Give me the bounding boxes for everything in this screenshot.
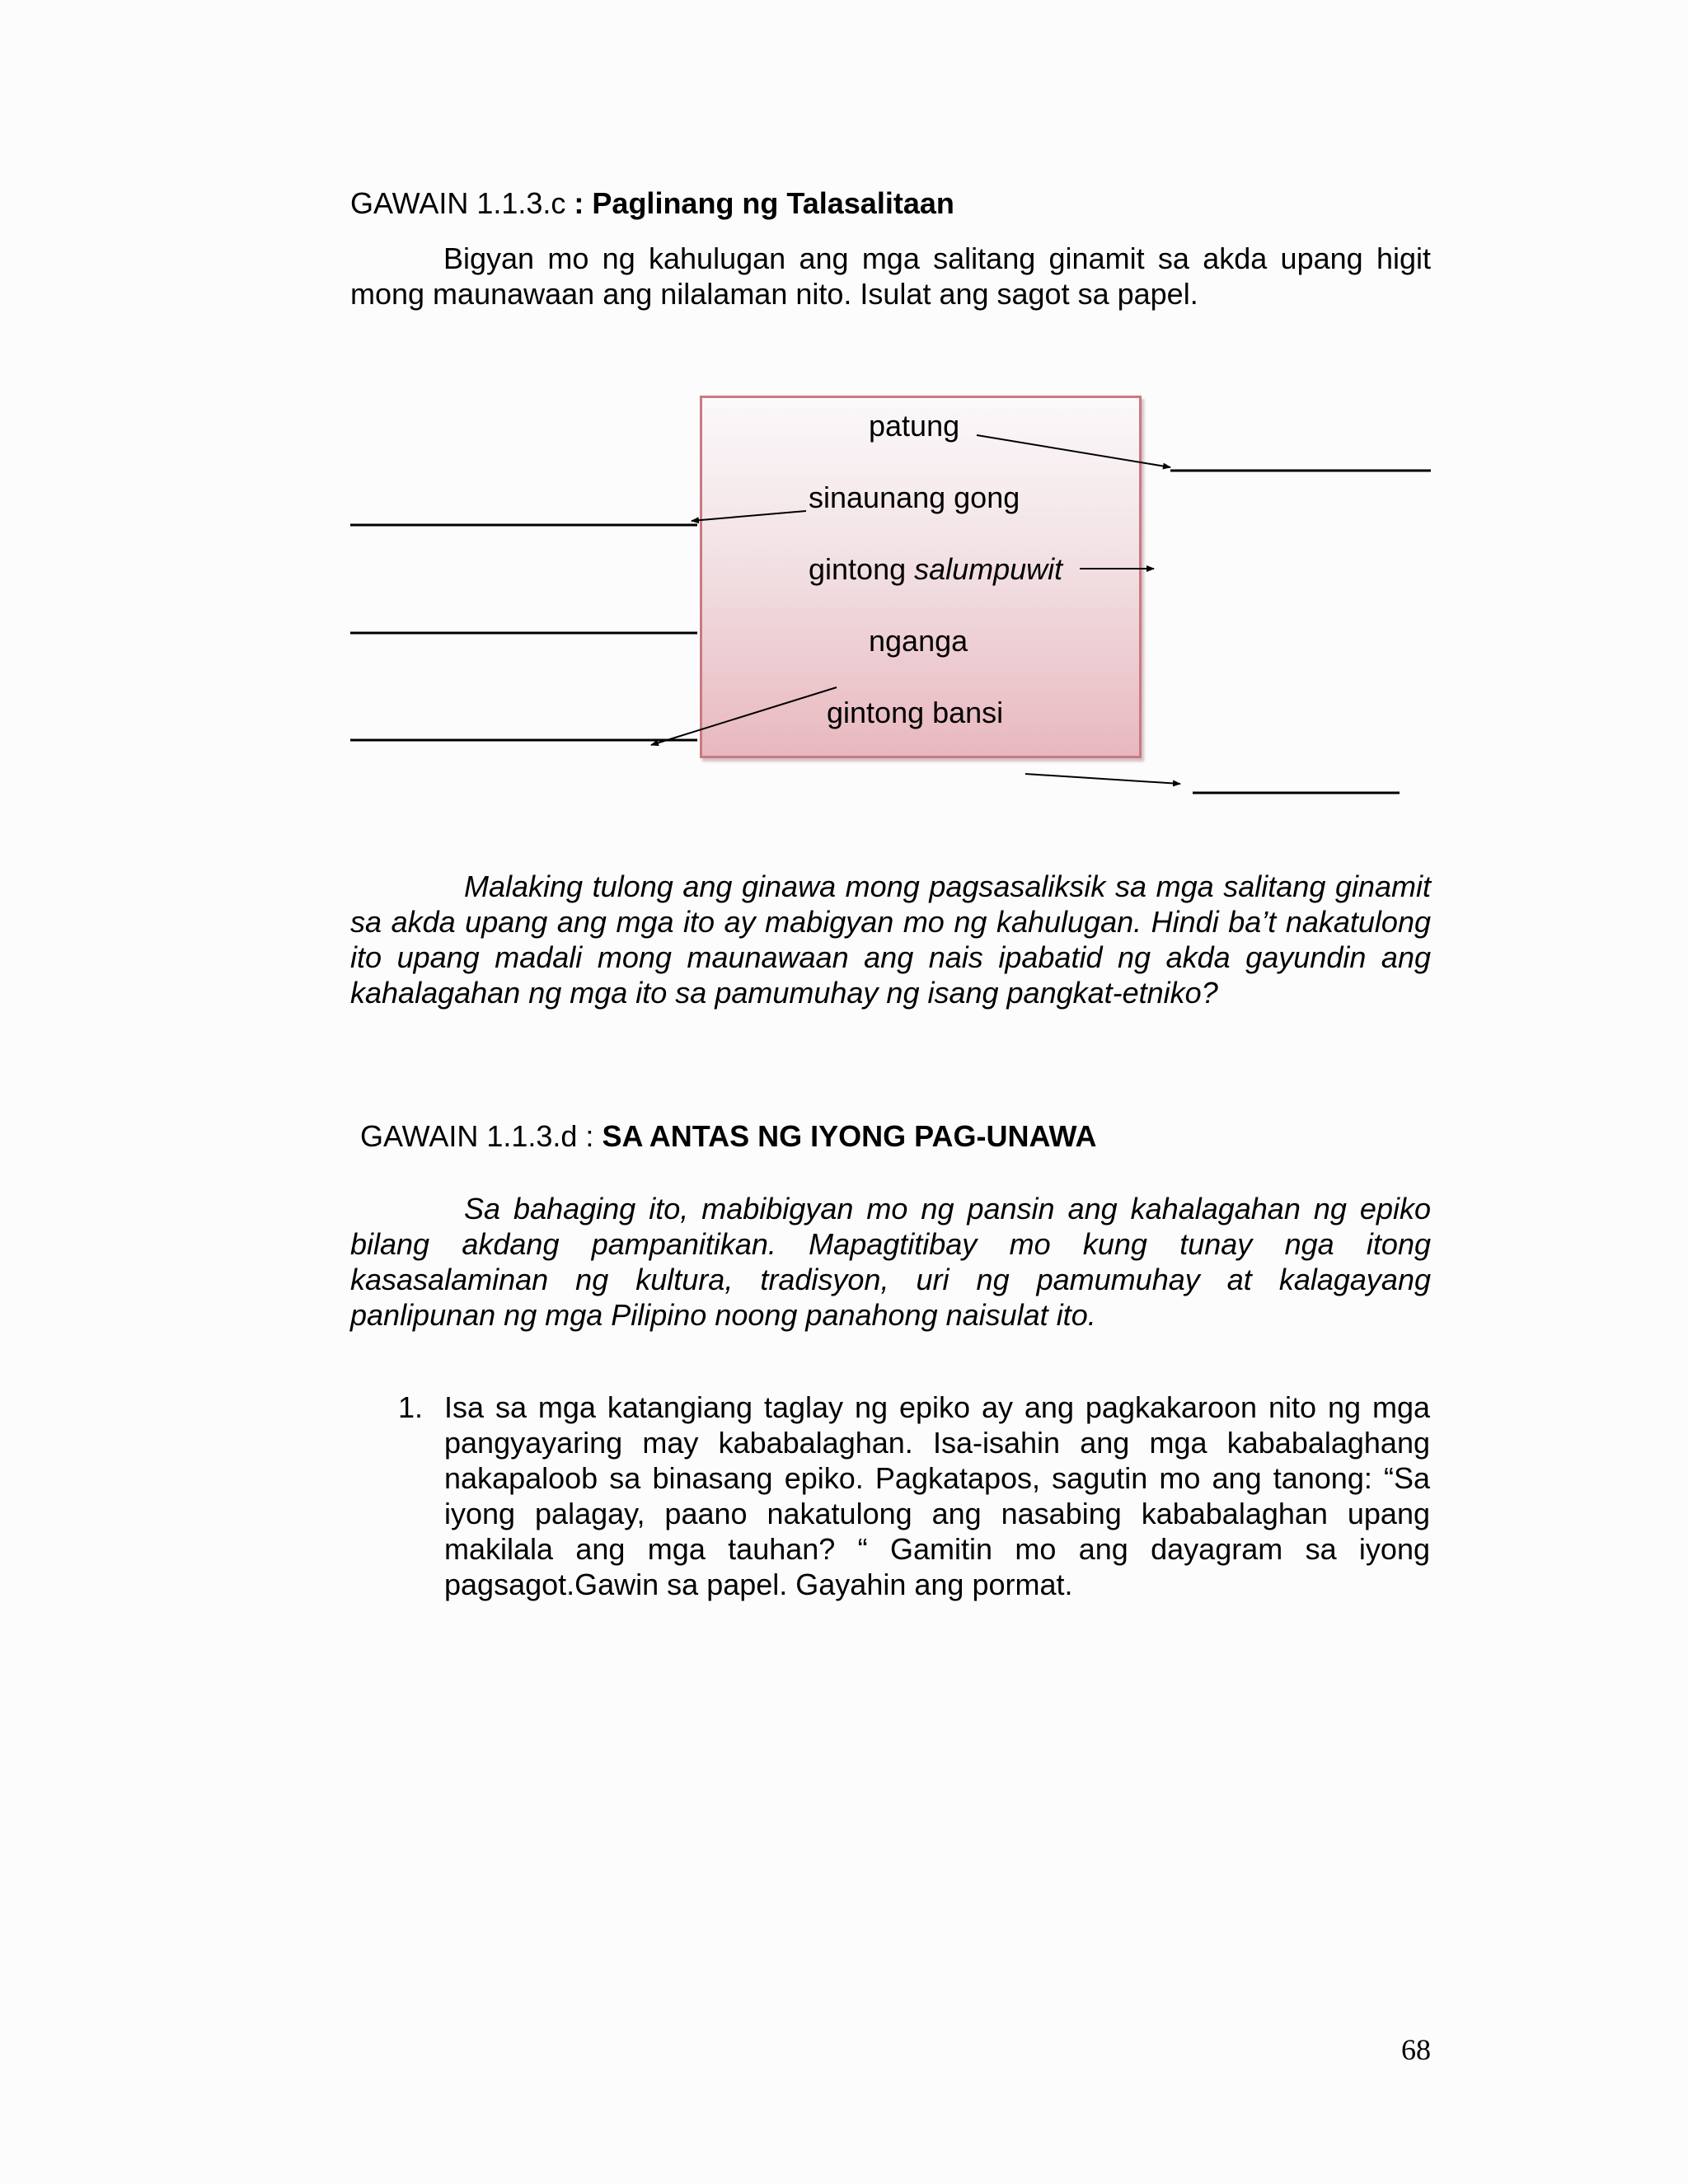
section-d-heading	[360, 1118, 1096, 1154]
section-d-intro: Sa bahaging ito, mabibigyan mo ng pansin ang kahalagahan ng epiko bilang akdang pampanitikan. Mapagtitibay mo kung tunay nga itong kasasalaminan ng kultura, tradisyon, uri ng pamumuhay at kalagayang panlipunan ng mga Pilipino noong panahong naisulat ito.	[350, 1192, 1431, 1332]
diagram-connectors	[0, 0, 1688, 824]
section-c-instruction: Bigyan mo ng kahulugan ang mga salitang ginamit sa akda upang higit mong maunawaan ang nilalaman nito. Isulat ang sagot sa papel.	[350, 241, 1431, 311]
term-nganga: nganga	[869, 624, 968, 658]
page-number: 68	[1401, 2033, 1431, 2066]
term-gintong-word: gintong	[809, 552, 915, 586]
term-gintong-bansi: gintong bansi	[827, 696, 1004, 729]
list-item-text: Isa sa mga katangiang taglay ng epiko ay ang pagkakaroon nito ng mga pangyayaring may kababalaghan. Isa-isahin ang mga kababalaghang nakapaloob sa binasang epiko. Pagkatapos, sagutin mo ang tanong: “Sa iyong palagay, paano nakatulong ang nasabing kababalaghan upang makilala ang mga tauhan? “ Gamitin mo ang dayagram sa iyong pagsagot.Gawin sa papel. Gayahin ang pormat.	[444, 1390, 1430, 1601]
term-sinaunang-gong: sinaunang gong	[809, 480, 1020, 514]
arrow-sinaunang-gong	[692, 511, 806, 521]
section-d-label: GAWAIN 1.1.3.d :	[360, 1119, 594, 1153]
reflection-paragraph: Malaking tulong ang ginawa mong pagsasaliksik sa mga salitang ginamit sa akda upang ang mga ito ay mabigyan mo ng kahulugan. Hindi ba’t nakatulong ito upang madali mong maunawaan ang nais ipabatid ng akda gayundin ang kahalagahan ng mga ito sa pamumuhay ng isang pangkat-etniko?	[350, 869, 1431, 1010]
term-salumpuwit-word: salumpuwit	[914, 552, 1063, 586]
section-c-label: GAWAIN 1.1.3.c	[350, 186, 566, 220]
arrow-gintong-bansi	[651, 687, 837, 745]
list-item-number: 1.	[398, 1390, 424, 1424]
arrow-lower-right	[1025, 774, 1180, 784]
arrow-patung	[977, 435, 1170, 467]
term-patung: patung	[869, 409, 960, 443]
section-c-title: : Paglinang ng Talasalitaan	[574, 186, 954, 220]
section-d-title: SA ANTAS NG IYONG PAG-UNAWA	[602, 1119, 1097, 1153]
